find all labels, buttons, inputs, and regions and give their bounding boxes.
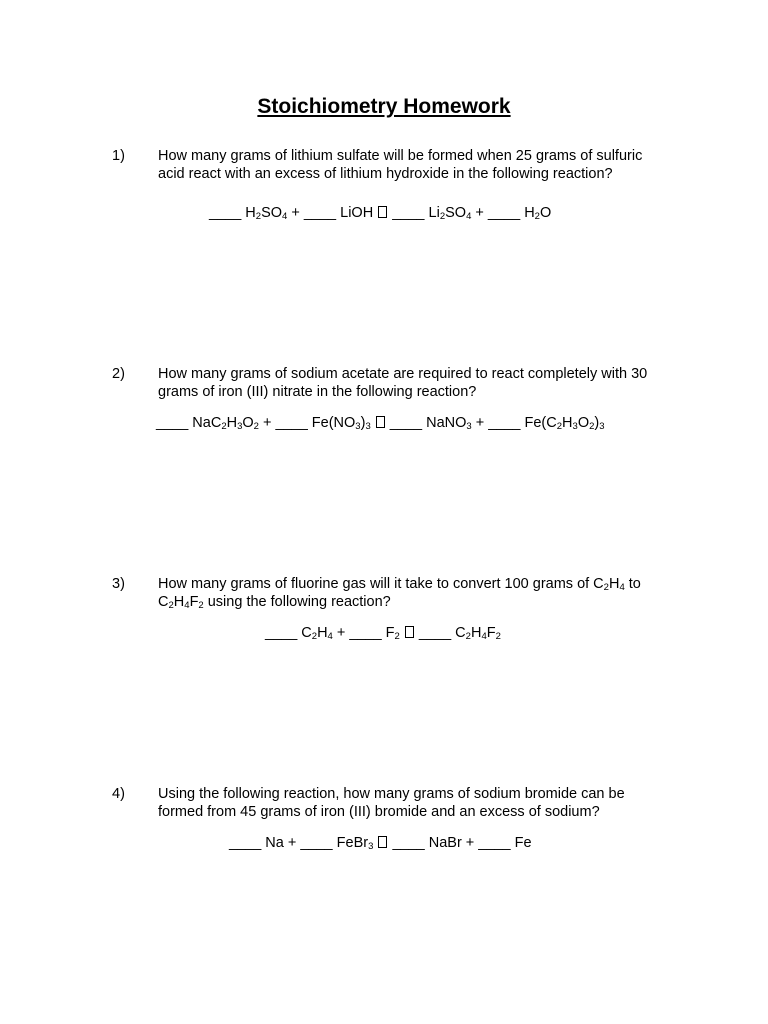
formula-text: + (471, 415, 489, 431)
chemical-equation (229, 834, 532, 852)
question-text: How many grams of sodium acetate are required to react completely with 30 grams of iron (III) nitrate in the following reaction? (158, 366, 648, 400)
reaction-arrow-icon (378, 206, 387, 218)
coefficient-blank: ____ (209, 205, 242, 221)
formula-text: H (520, 205, 535, 221)
formula-text: How many grams of fluorine gas will it take to convert 100 grams of C (158, 576, 604, 592)
coefficient-blank: ____ (156, 415, 189, 431)
formula-text: H (173, 594, 185, 610)
subscript: 2 (221, 421, 227, 432)
coefficient-blank: ____ (392, 835, 425, 851)
subscript: 2 (556, 421, 563, 432)
subscript: 3 (466, 421, 472, 432)
subscript: 2 (394, 631, 400, 642)
subscript: 2 (439, 211, 446, 222)
formula-text: FeBr (332, 835, 369, 851)
formula-text: H (241, 205, 256, 221)
formula-text: O (577, 415, 590, 431)
subscript: 2 (253, 421, 259, 432)
subscript: 4 (327, 631, 333, 642)
coefficient-blank: ____ (300, 835, 333, 851)
coefficient-blank: ____ (392, 205, 425, 221)
page-title: Stoichiometry Homework (257, 95, 511, 118)
formula-text: + (287, 205, 304, 221)
question-number: 2) (112, 366, 125, 382)
subscript: 3 (599, 421, 605, 432)
formula-text (400, 625, 404, 641)
question-text: How many grams of lithium sulfate will be formed when 25 grams of sulfuric acid react with an excess of lithium hydroxide in the following reaction? (158, 148, 643, 182)
subscript: 2 (589, 421, 595, 432)
subscript: 3 (355, 421, 361, 432)
formula-text: H (608, 576, 620, 592)
formula-text: + (471, 205, 488, 221)
formula-text: Fe (510, 835, 532, 851)
formula-text: + (258, 415, 276, 431)
reaction-arrow-icon (378, 836, 387, 848)
formula-text: H (470, 625, 482, 641)
coefficient-blank: ____ (229, 835, 262, 851)
coefficient-blank: ____ (389, 415, 423, 431)
chemical-equation (156, 414, 605, 432)
coefficient-blank: ____ (349, 625, 382, 641)
formula-text (371, 415, 375, 431)
reaction-arrow-icon (405, 626, 414, 638)
formula-text: F (486, 625, 496, 641)
subscript: 2 (255, 211, 262, 222)
subscript: 3 (368, 841, 374, 852)
formula-text: H (226, 415, 238, 431)
question-number: 4) (112, 786, 125, 802)
subscript: 2 (168, 600, 174, 611)
subscript: 2 (465, 631, 471, 642)
chemical-equation (209, 204, 551, 222)
formula-text: SO (445, 205, 467, 221)
formula-text: H (562, 415, 573, 431)
formula-text: SO (261, 205, 283, 221)
reaction-arrow-icon (376, 416, 385, 428)
question-number: 3) (112, 576, 125, 592)
coefficient-blank: ____ (418, 625, 452, 641)
subscript: 2 (495, 631, 501, 642)
formula-text: NaNO (422, 415, 467, 431)
subscript: 4 (619, 582, 625, 593)
formula-text: Fe(C (520, 415, 557, 431)
formula-text: to C (158, 576, 641, 610)
subscript: 3 (237, 421, 243, 432)
formula-text: ) (360, 415, 366, 431)
formula-text: H (317, 625, 328, 641)
formula-text: C (451, 625, 466, 641)
formula-text: + (332, 625, 350, 641)
coefficient-blank: ____ (487, 205, 521, 221)
formula-text: O (539, 205, 552, 221)
formula-text (373, 835, 377, 851)
subscript: 2 (311, 631, 318, 642)
formula-text: LiOH (336, 205, 378, 221)
question-text (158, 575, 653, 611)
coefficient-blank: ____ (265, 625, 298, 641)
subscript: 2 (603, 582, 609, 593)
question-number: 1) (112, 148, 125, 164)
formula-text: Li (424, 205, 440, 221)
coefficient-blank: ____ (478, 835, 511, 851)
chemical-equation (265, 624, 501, 642)
subscript: 2 (198, 600, 204, 611)
formula-text: C (297, 625, 312, 641)
subscript: 4 (282, 211, 288, 222)
formula-text: Na + (261, 835, 301, 851)
formula-text: NaC (188, 415, 222, 431)
formula-text: using the following reaction? (203, 594, 391, 610)
formula-text: NaBr + (424, 835, 479, 851)
coefficient-blank: ____ (275, 415, 308, 431)
formula-text: ) (594, 415, 600, 431)
formula-text: F (381, 625, 395, 641)
coefficient-blank: ____ (488, 415, 521, 431)
subscript: 2 (534, 211, 540, 222)
formula-text: O (242, 415, 254, 431)
subscript: 4 (184, 600, 190, 611)
subscript: 3 (365, 421, 371, 432)
subscript: 4 (466, 211, 472, 222)
subscript: 4 (481, 631, 487, 642)
question-text: Using the following reaction, how many grams of sodium bromide can be formed from 45 grams of iron (III) bromide and an excess of sodium? (158, 786, 625, 820)
coefficient-blank: ____ (303, 205, 337, 221)
subscript: 3 (572, 421, 578, 432)
formula-text: Fe(NO (307, 415, 356, 431)
formula-text: F (189, 594, 199, 610)
